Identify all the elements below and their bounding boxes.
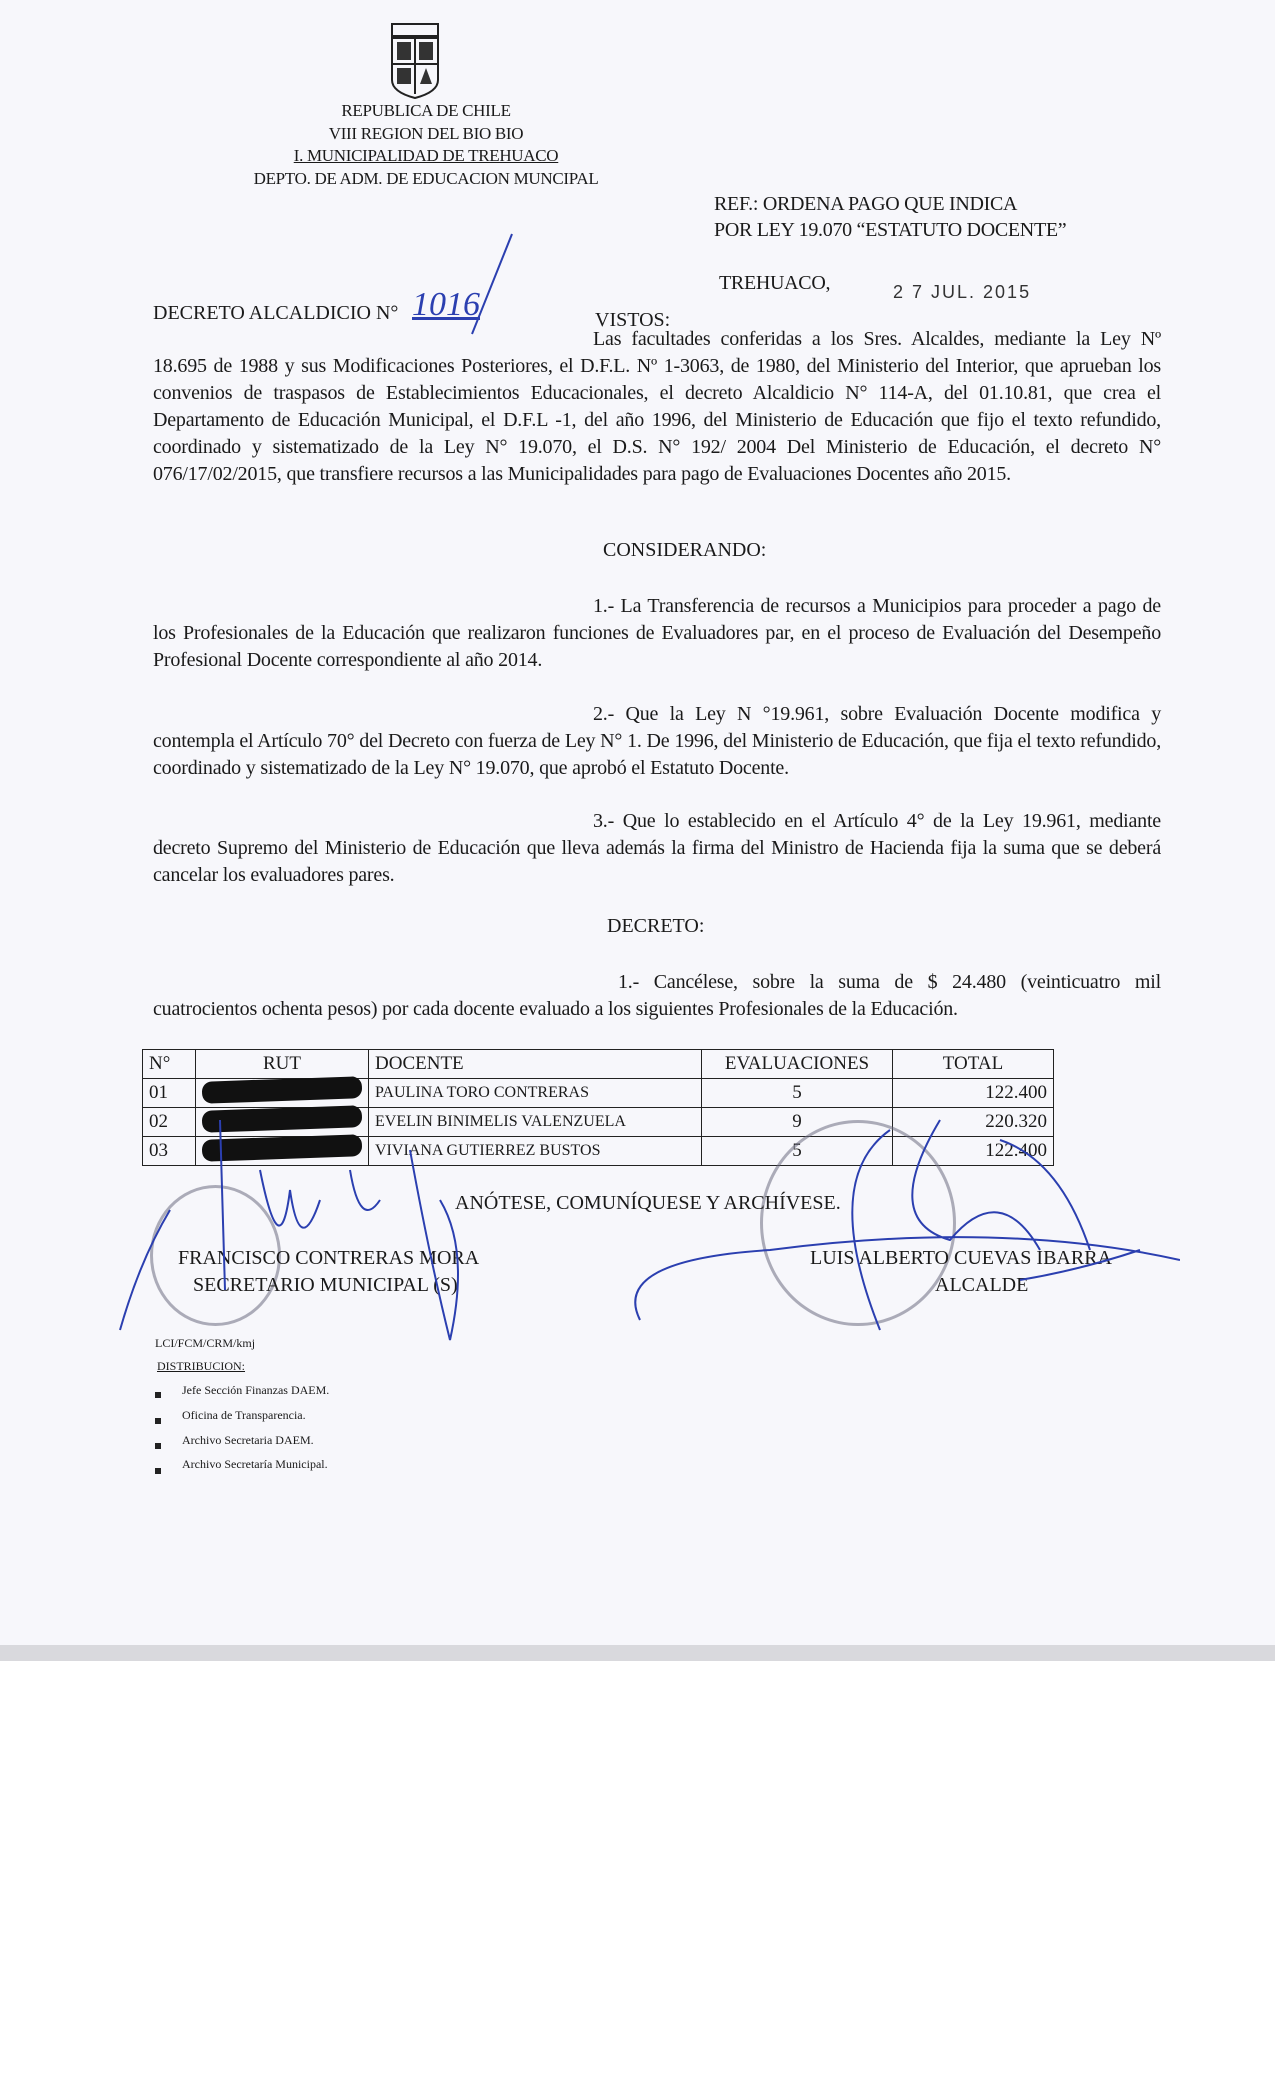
vistos-text: Las facultades conferidas a los Sres. Alcaldes, mediante la Ley Nº 18.695 de 1988 y sus Modificaciones Posteriores, el D.F.L. Nº 1-3063, de 1980, del Ministerio del Interior, que aprueban los convenios de traspasos de Establecimientos Educacionales, el decreto Alcaldicio N° 114-A, del 01.10.81, que crea el Departamento de Educación Municipal, el D.F.L -1, del año 1996, del Ministerio de Educación que fijo el texto refundido, coordinado y sistematizado de la Ley N° 19.070, el D.S. N° 192/ 2004 Del Ministerio de Educación, el decreto N° 076/17/02/2015, que transfiere recursos a las Municipalidades para pago de Evaluaciones Docentes año 2015.: [153, 328, 1161, 485]
col-total: TOTAL: [893, 1050, 1054, 1079]
decreto-title: DECRETO:: [607, 915, 705, 937]
row-total: 122.400: [893, 1137, 1054, 1166]
page-edge: [0, 1645, 1275, 1661]
initials: LCI/FCM/CRM/kmj: [155, 1336, 256, 1350]
coat-of-arms-icon: [386, 22, 444, 100]
vistos-title: VISTOS:: [595, 309, 671, 331]
distribution-item: Jefe Sección Finanzas DAEM.: [182, 1383, 330, 1397]
distribution-item: Archivo Secretaría Municipal.: [182, 1457, 328, 1471]
signatory-name: LUIS ALBERTO CUEVAS IBARRA: [810, 1247, 1112, 1269]
decreto-text: 1.- Cancélese, sobre la suma de $ 24.480 (veinticuatro mil cuatrocientos ochenta pesos) por cada docente evaluado a los siguientes Profesionales de la Educación.: [153, 971, 1161, 1020]
bullet-icon: [155, 1468, 161, 1474]
header-line: VIII REGION DEL BIO BIO: [328, 124, 524, 143]
considerando-2: 2.- Que la Ley N °19.961, sobre Evaluación Docente modifica y contempla el Artículo 70° del Decreto con fuerza de Ley N° 1. De 1996, del Ministerio de Educación, que fija el texto refundido, coordinado y sistematizado de la Ley N° 19.070, que aprobó el Estatuto Docente.: [153, 703, 1161, 779]
considerando-1: 1.- La Transferencia de recursos a Municipios para proceder a pago de los Profesionales de la Educación que realizaron funciones de Evaluadores par, en el proceso de Evaluación del Desempeño Profesional Docente correspondiente al año 2014.: [153, 595, 1161, 671]
bullet-icon: [155, 1392, 161, 1398]
considerando-3: 3.- Que lo establecido en el Artículo 4° de la Ley 19.961, mediante decreto Supremo del Ministerio de Educación que lleva además la firma del Ministro de Hacienda fija la suma que se deberá cancelar los evaluadores pares.: [153, 810, 1161, 886]
decree-number: 1016: [412, 286, 480, 323]
row-n: 02: [143, 1108, 196, 1137]
ref-line-1: REF.: ORDENA PAGO QUE INDICA: [714, 193, 1018, 215]
distribution-title: DISTRIBUCION:: [157, 1359, 246, 1373]
row-evaluaciones: 5: [702, 1137, 893, 1166]
row-n: 03: [143, 1137, 196, 1166]
closing-text: ANÓTESE, COMUNÍQUESE Y ARCHÍVESE.: [455, 1192, 841, 1214]
row-evaluaciones: 5: [702, 1079, 893, 1108]
distribution-item: Oficina de Transparencia.: [182, 1408, 306, 1422]
signatory-role: ALCALDE: [935, 1274, 1029, 1296]
col-evaluaciones: EVALUACIONES: [702, 1050, 893, 1079]
handwritten-slash: [460, 230, 520, 340]
row-docente: EVELIN BINIMELIS VALENZUELA: [369, 1108, 702, 1137]
date-stamp: 2 7 JUL. 2015: [893, 282, 1032, 302]
considerando-title: CONSIDERANDO:: [603, 539, 767, 561]
col-n: N°: [143, 1050, 196, 1079]
table-header-row: [143, 1050, 1054, 1079]
col-docente: DOCENTE: [369, 1050, 702, 1079]
bullet-icon: [155, 1443, 161, 1449]
ref-line-2: POR LEY 19.070 “ESTATUTO DOCENTE”: [714, 219, 1067, 241]
row-total: 220.320: [893, 1108, 1054, 1137]
signatory-role: SECRETARIO MUNICIPAL (S): [193, 1274, 458, 1296]
header-line: DEPTO. DE ADM. DE EDUCACION MUNCIPAL: [253, 169, 599, 188]
header-line: REPUBLICA DE CHILE: [341, 101, 511, 120]
rut-redacted: [196, 1079, 369, 1108]
row-n: 01: [143, 1079, 196, 1108]
col-rut: RUT: [196, 1050, 369, 1079]
bullet-icon: [155, 1418, 161, 1424]
decree-label: DECRETO ALCALDICIO N°: [153, 302, 399, 324]
row-docente: VIVIANA GUTIERREZ BUSTOS: [369, 1137, 702, 1166]
signatory-name: FRANCISCO CONTRERAS MORA: [178, 1247, 480, 1269]
row-total: 122.400: [893, 1079, 1054, 1108]
row-docente: PAULINA TORO CONTRERAS: [369, 1079, 702, 1108]
secretary-signature: [110, 1110, 490, 1350]
row-evaluaciones: 9: [702, 1108, 893, 1137]
mayor-signature: [620, 1100, 1180, 1340]
place: TREHUACO,: [719, 272, 831, 294]
header-line: I. MUNICIPALIDAD DE TREHUACO: [293, 146, 559, 165]
distribution-item: Archivo Secretaria DAEM.: [182, 1433, 314, 1447]
